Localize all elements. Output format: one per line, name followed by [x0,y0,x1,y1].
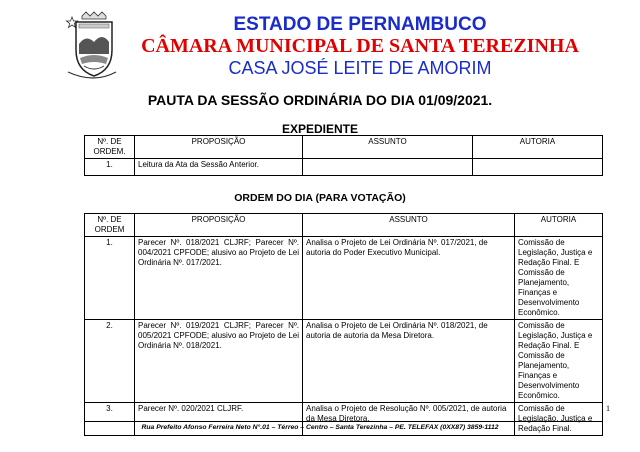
cell-assunto: Analisa o Projeto de Resolução Nº. 005/2021, de autoria da Mesa Diretora. [303,403,515,436]
cell-proposicao: Parecer Nº. 020/2021 CLJRF. [135,403,303,436]
header-chamber: CÂMARA MUNICIPAL DE SANTA TEREZINHA [141,35,579,57]
page-title: PAUTA DA SESSÃO ORDINÁRIA DO DIA 01/09/2021. [147,92,493,108]
expediente-heading: EXPEDIENTE [281,122,359,136]
header-house: CASA JOSÉ LEITE DE AMORIM [228,58,492,78]
col-header-autoria: AUTORIA [515,214,603,237]
cell-proposicao: Leitura da Ata da Sessão Anterior. [135,159,303,176]
ordem-do-dia-heading: ORDEM DO DIA (PARA VOTAÇÃO) [234,192,406,204]
cell-assunto: Analisa o Projeto de Lei Ordinária Nº. 018/2021, de autoria de autoria da Mesa Diretora. [303,320,515,403]
cell-proposicao: Parecer Nº. 019/2021 CLJRF; Parecer Nº. 005/2021 CPFODE; alusivo ao Projeto de Lei Ordinária Nº. 018/2021. [135,320,303,403]
col-header-assunto: ASSUNTO [303,214,515,237]
footer-address: Rua Prefeito Afonso Ferreira Neto N°.01 – Térreo – Centro – Santa Terezinha – PE. TELEFAX (0XX87) 3859-1112 [141,424,499,431]
col-header-autoria: AUTORIA [473,136,603,159]
page-number: 1 [606,404,610,413]
cell-assunto: Analisa o Projeto de Lei Ordinária Nº. 017/2021, de autoria do Poder Executivo Municipal. [303,237,515,320]
cell-num: 1. [85,237,135,320]
footer-divider [84,421,602,422]
col-header-proposicao: PROPOSIÇÃO [135,136,303,159]
table-row [85,237,603,320]
cell-num: 1. [85,159,135,176]
col-header-num: Nº. DE ORDEM. [85,136,135,159]
cell-proposicao: Parecer Nº. 018/2021 CLJRF; Parecer Nº. 004/2021 CPFODE; alusivo ao Projeto de Lei Ordinária Nº. 017/2021. [135,237,303,320]
col-header-num: Nº. DE ORDEM [85,214,135,237]
cell-autoria: Comissão de Legislação, Justiça e Redação Final. E Comissão de Planejamento, Finanças e Desenvolvimento Econômico. [515,237,603,320]
ordem-do-dia-table [84,213,603,436]
cell-autoria [473,159,603,176]
table-row [85,320,603,403]
expediente-header-row [85,136,603,159]
table-row [85,159,603,176]
municipal-crest-icon [62,10,122,80]
cell-num: 2. [85,320,135,403]
expediente-table [84,135,603,176]
header-state: ESTADO DE PERNAMBUCO [233,14,487,35]
col-header-proposicao: PROPOSIÇÃO [135,214,303,237]
ordem-header-row [85,214,603,237]
cell-autoria: Comissão de Legislação, Justiça e Redação Final. [515,403,603,436]
cell-num: 3. [85,403,135,436]
cell-autoria: Comissão de Legislação, Justiça e Redação Final. E Comissão de Planejamento, Finanças e Desenvolvimento Econômico. [515,320,603,403]
cell-assunto [303,159,473,176]
col-header-assunto: ASSUNTO [303,136,473,159]
